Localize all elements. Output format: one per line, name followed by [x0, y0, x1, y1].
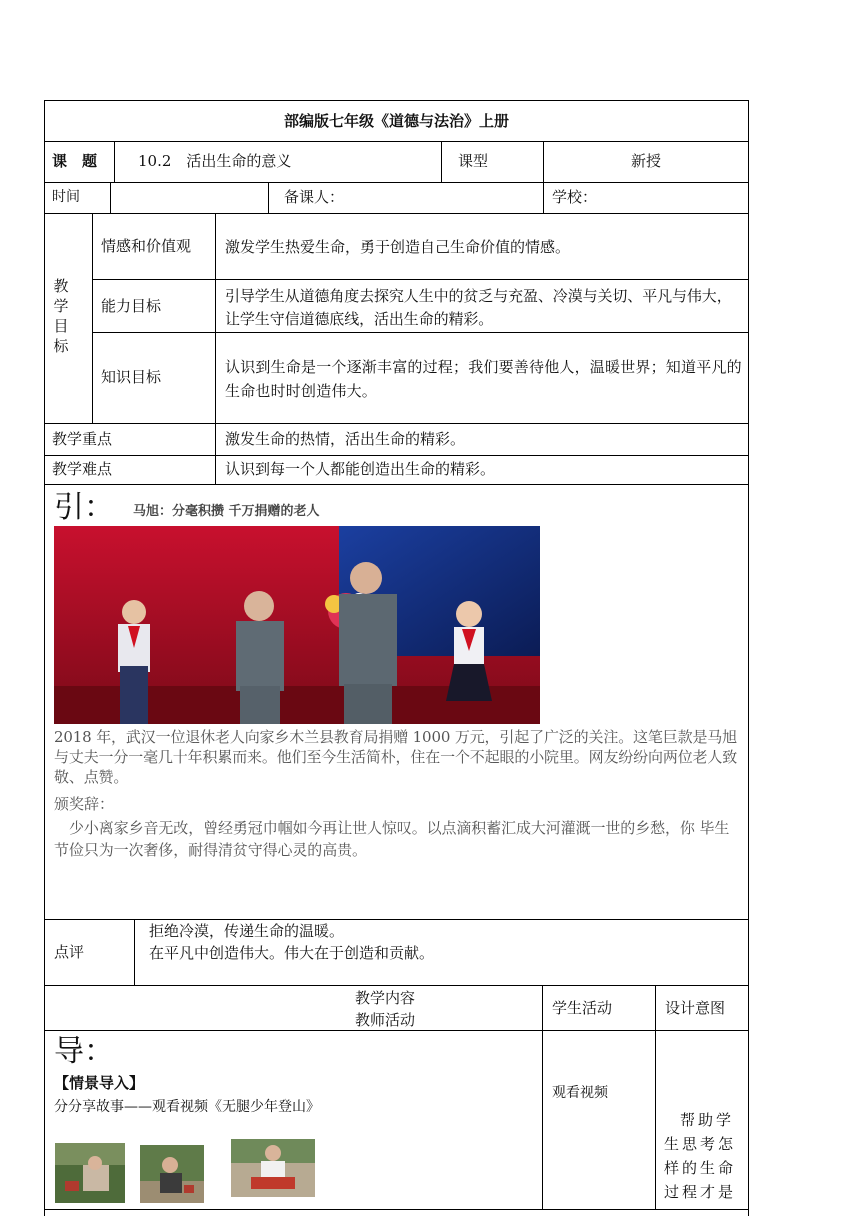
row-divider [44, 182, 749, 183]
goals-label-char: 教 [53, 277, 69, 295]
teacher-activity-label: 教师活动 [355, 1011, 416, 1029]
row-divider [44, 919, 749, 920]
intro-caption: 马旭：分毫积攒 千万捐赠的老人 [133, 504, 320, 519]
goal-name-emotion: 情感和价值观 [101, 237, 192, 255]
table-border-right [748, 100, 749, 1216]
student-activity-label: 学生活动 [552, 999, 613, 1017]
col-divider [134, 919, 135, 986]
award-ceremony-photo [54, 526, 540, 724]
topic-label: 课 题 [52, 152, 98, 170]
row-divider [92, 279, 749, 280]
col-divider [268, 182, 269, 214]
goal-text-knowledge: 认识到生命是一个逐渐丰富的过程；我们要善待他人，温暖世界；知道平凡的生命也时时创造伟大。 [225, 358, 742, 400]
climbing-photo-1 [55, 1143, 125, 1203]
row-divider [44, 213, 749, 214]
key-point-label: 教学重点 [52, 430, 113, 448]
key-point-text: 激发生命的热情，活出生命的精彩。 [225, 430, 466, 448]
col-divider [110, 182, 111, 214]
time-label: 时间 [52, 189, 80, 205]
guide-section-title: 【情景导入】 [54, 1074, 145, 1092]
guide-heading: 导： [54, 1034, 114, 1069]
goal-name-knowledge: 知识目标 [101, 368, 162, 386]
difficulty-text: 认识到每一个人都能创造出生命的精彩。 [225, 460, 496, 478]
row-divider [44, 141, 749, 142]
intro-heading: 引： [54, 490, 114, 525]
table-border-left [44, 100, 45, 1216]
goal-text-emotion: 激发学生热爱生命，勇于创造自己生命价值的情感。 [225, 238, 571, 256]
climbing-photo-2 [140, 1145, 204, 1203]
type-label: 课型 [458, 152, 489, 170]
topic-value: 10.2 活出生命的意义 [138, 152, 292, 170]
content-label: 教学内容 [355, 989, 416, 1007]
preparer-label: 备课人： [284, 188, 345, 206]
goals-label-char: 标 [53, 337, 69, 355]
design-intent-text: 帮助学生思考怎样的生命过程才是 [664, 1111, 737, 1201]
intro-story: 2018 年，武汉一位退休老人向家乡木兰县教育局捐赠 1000 万元，引起了广泛的关注。这笔巨款是马旭与丈夫一分一毫几十年积累而来。他们至今生活简朴，住在一个不起眼的小院里。网友纷纷向两位老人致敬、点赞。 [54, 728, 738, 786]
comment-line-2: 在平凡中创造伟大。伟大在于创造和贡献。 [149, 944, 435, 962]
page-title: 部编版七年级《道德与法治》上册 [283, 112, 509, 130]
goals-label [52, 276, 70, 356]
col-divider [114, 141, 115, 183]
goals-label-char: 目 [53, 317, 69, 335]
type-value: 新授 [630, 152, 661, 170]
goals-label-char: 学 [53, 297, 69, 315]
difficulty-label: 教学难点 [52, 460, 113, 478]
col-divider [215, 213, 216, 485]
row-divider [44, 423, 749, 424]
col-divider [92, 213, 93, 424]
goal-name-ability: 能力目标 [101, 297, 162, 315]
comment-label: 点评 [54, 943, 85, 961]
guide-text: 分分享故事——观看视频《无腿少年登山》 [54, 1099, 320, 1115]
table-border-top [44, 100, 749, 101]
design-intent-label: 设计意图 [665, 999, 726, 1017]
col-divider [655, 985, 656, 1210]
award-label: 颁奖辞： [54, 795, 115, 813]
row-divider [44, 484, 749, 485]
col-divider [441, 141, 442, 183]
row-divider [44, 985, 749, 986]
student-activity-text: 观看视频 [552, 1085, 608, 1101]
comment-line-1: 拒绝冷漠，传递生命的温暖。 [149, 922, 345, 940]
col-divider [542, 985, 543, 1210]
table-border-bottom [44, 1209, 749, 1210]
climbing-photo-3 [231, 1139, 315, 1197]
goal-text-ability: 引导学生从道德角度去探究人生中的贫乏与充盈、冷漠与关切、平凡与伟大，让学生守信道德底线，活出生命的精彩。 [225, 287, 732, 328]
row-divider [44, 455, 749, 456]
school-label: 学校： [552, 188, 598, 206]
award-text: 少小离家乡音无改，曾经勇冠巾帼如今再让世人惊叹。以点滴积蓄汇成大河灌溉一世的乡愁，你 毕生节俭只为一次奢侈，耐得清贫守得心灵的高贵。 [54, 819, 730, 859]
row-divider [92, 332, 749, 333]
